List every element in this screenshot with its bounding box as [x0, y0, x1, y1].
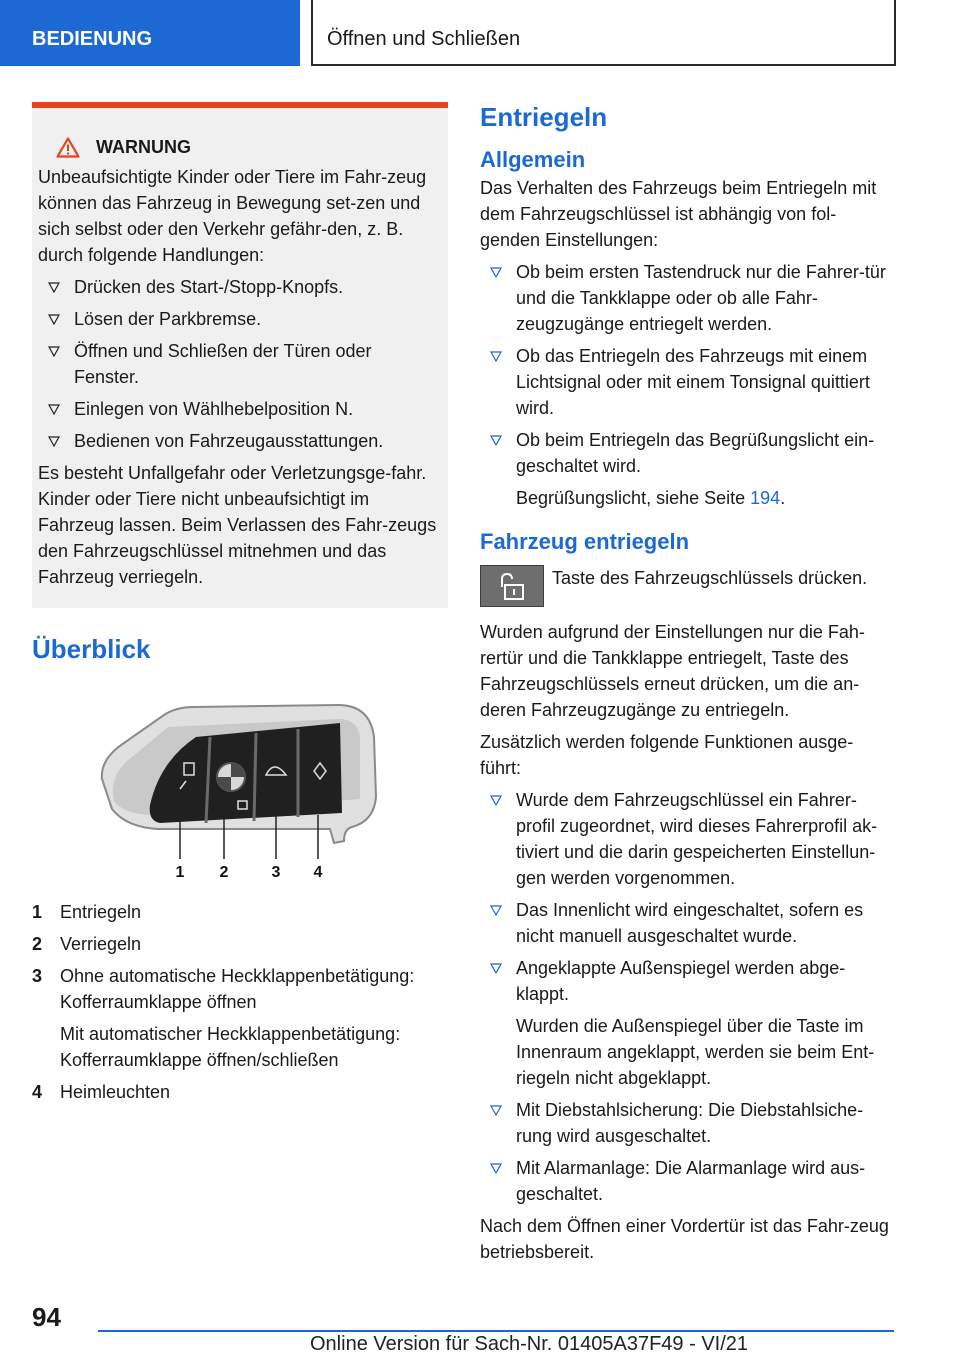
figure-label: 2 [219, 864, 229, 881]
figure-label: 4 [313, 864, 323, 881]
warning-outro: Es besteht Unfallgefahr oder Verletzungsge-fahr. Kinder oder Tiere nicht unbeaufsichtigt im Fahrzeug lassen. Beim Verlassen des Fahr-zeugs den Fahrzeugschlüssel mitnehmen und das Fahrzeug verriegeln. [38, 463, 437, 587]
list-item: Mit Diebstahlsicherung: Die Diebstahlsiche-rung wird ausgeschaltet. [480, 1097, 892, 1149]
unlock-instruction [480, 565, 892, 607]
unlock-button-icon [480, 565, 544, 607]
triangle-bullet-icon [490, 427, 502, 446]
page-link[interactable]: 194 [750, 488, 781, 508]
list-item: Bedienen von Fahrzeugausstattungen. [38, 428, 440, 454]
warning-heading [56, 134, 440, 160]
list-item: Ob beim ersten Tastendruck nur die Fahrer-tür und die Tankklappe oder ob alle Fahr-zeugzugänge entriegelt werden. [480, 259, 892, 337]
legend-item: 1 Entriegeln [32, 902, 142, 922]
triangle-bullet-icon [48, 396, 60, 415]
list-item: Angeklappte Außenspiegel werden abge-klappt. Wurden die Außenspiegel über die Taste im Innenraum angeklappt, werden sie beim Ent-riegeln nicht abgeklappt. [480, 955, 892, 1091]
footer-divider [98, 1330, 894, 1332]
triangle-bullet-icon [490, 897, 502, 916]
figure-label: 3 [271, 864, 281, 881]
footer-version: Online Version für Sach-Nr. 01405A37F49 - VI/21 [310, 1333, 749, 1355]
triangle-bullet-icon [490, 1155, 502, 1174]
legend-item: 4 Heimleuchten [32, 1082, 171, 1102]
triangle-bullet-icon [490, 343, 502, 362]
figure-label: 1 [175, 864, 185, 881]
warning-list [38, 274, 440, 454]
triangle-bullet-icon [490, 787, 502, 806]
section-tab: BEDIENUNG [0, 0, 300, 66]
triangle-bullet-icon [490, 259, 502, 278]
chapter-title: Öffnen und Schließen [311, 0, 896, 66]
functions-list [480, 787, 892, 1207]
list-item: Ob das Entriegeln des Fahrzeugs mit einem Lichtsignal oder mit einem Tonsignal quittiert wird. [480, 343, 892, 421]
paragraph: Nach dem Öffnen einer Vordertür ist das Fahr-zeug betriebsbereit. [480, 1216, 889, 1262]
triangle-bullet-icon [48, 428, 60, 447]
list-item: Lösen der Parkbremse. [38, 306, 440, 332]
warning-box [32, 102, 448, 608]
vehicle-unlock-heading: Fahrzeug entriegeln [480, 529, 690, 554]
triangle-bullet-icon [48, 274, 60, 293]
warning-intro: Unbeaufsichtigte Kinder oder Tiere im Fahr-zeug können das Fahrzeug in Bewegung set-zen und sich selbst oder den Verkehr gefähr-den, z. B. durch folgende Handlungen: [38, 167, 427, 265]
list-item: Öffnen und Schließen der Türen oder Fenster. [38, 338, 440, 390]
list-item: Wurde dem Fahrzeugschlüssel ein Fahrer-profil zugeordnet, wird dieses Fahrerprofil ak-tiviert und die darin gespeicherten Einstellun-gen werden vorgenommen. [480, 787, 892, 891]
legend-item: 2 Verriegeln [32, 934, 142, 954]
warning-title: WARNUNG [96, 137, 191, 157]
general-text: Das Verhalten des Fahrzeugs beim Entriegeln mit dem Fahrzeugschlüssel ist abhängig von fol-genden Einstellungen: [480, 178, 877, 250]
car-key-illustration [98, 701, 388, 881]
list-item: Einlegen von Wählhebelposition N. [38, 396, 440, 422]
list-item: Das Innenlicht wird eingeschaltet, sofern es nicht manuell ausgeschaltet wurde. [480, 897, 892, 949]
general-heading: Allgemein [480, 147, 586, 172]
triangle-bullet-icon [490, 955, 502, 974]
settings-list [480, 259, 892, 511]
triangle-bullet-icon [48, 338, 60, 357]
list-item: Mit Alarmanlage: Die Alarmanlage wird aus-geschaltet. [480, 1155, 892, 1207]
paragraph: Zusätzlich werden folgende Funktionen ausge-führt: [480, 732, 854, 778]
press-key-text: Taste des Fahrzeugschlüssels drücken. [552, 568, 868, 588]
page-number: 94 [32, 1302, 61, 1332]
figure-legend [32, 899, 448, 1105]
list-item: Drücken des Start-/Stopp-Knopfs. [38, 274, 440, 300]
overview-heading: Überblick [32, 634, 151, 664]
warning-triangle-icon [56, 137, 80, 158]
right-column [480, 102, 892, 1265]
left-column [32, 102, 448, 1111]
list-item: Ob beim Entriegeln das Begrüßungslicht ein-geschaltet wird. Begrüßungslicht, siehe Seite 194. [480, 427, 892, 511]
legend-item: 3 Ohne automatische Heckklappenbetätigung: Kofferraumklappe öffnen Mit automatischer Heckklappenbetätigung: Kofferraumklappe öffnen/schließen [32, 966, 415, 1070]
triangle-bullet-icon [48, 306, 60, 325]
paragraph: Wurden aufgrund der Einstellungen nur die Fah-rertür und die Tankklappe entriegelt, Taste des Fahrzeugschlüssels erneut drücken, um die an-deren Fahrzeugzugänge zu entriegeln. [480, 622, 865, 720]
triangle-bullet-icon [490, 1097, 502, 1116]
unlock-heading: Entriegeln [480, 102, 608, 132]
